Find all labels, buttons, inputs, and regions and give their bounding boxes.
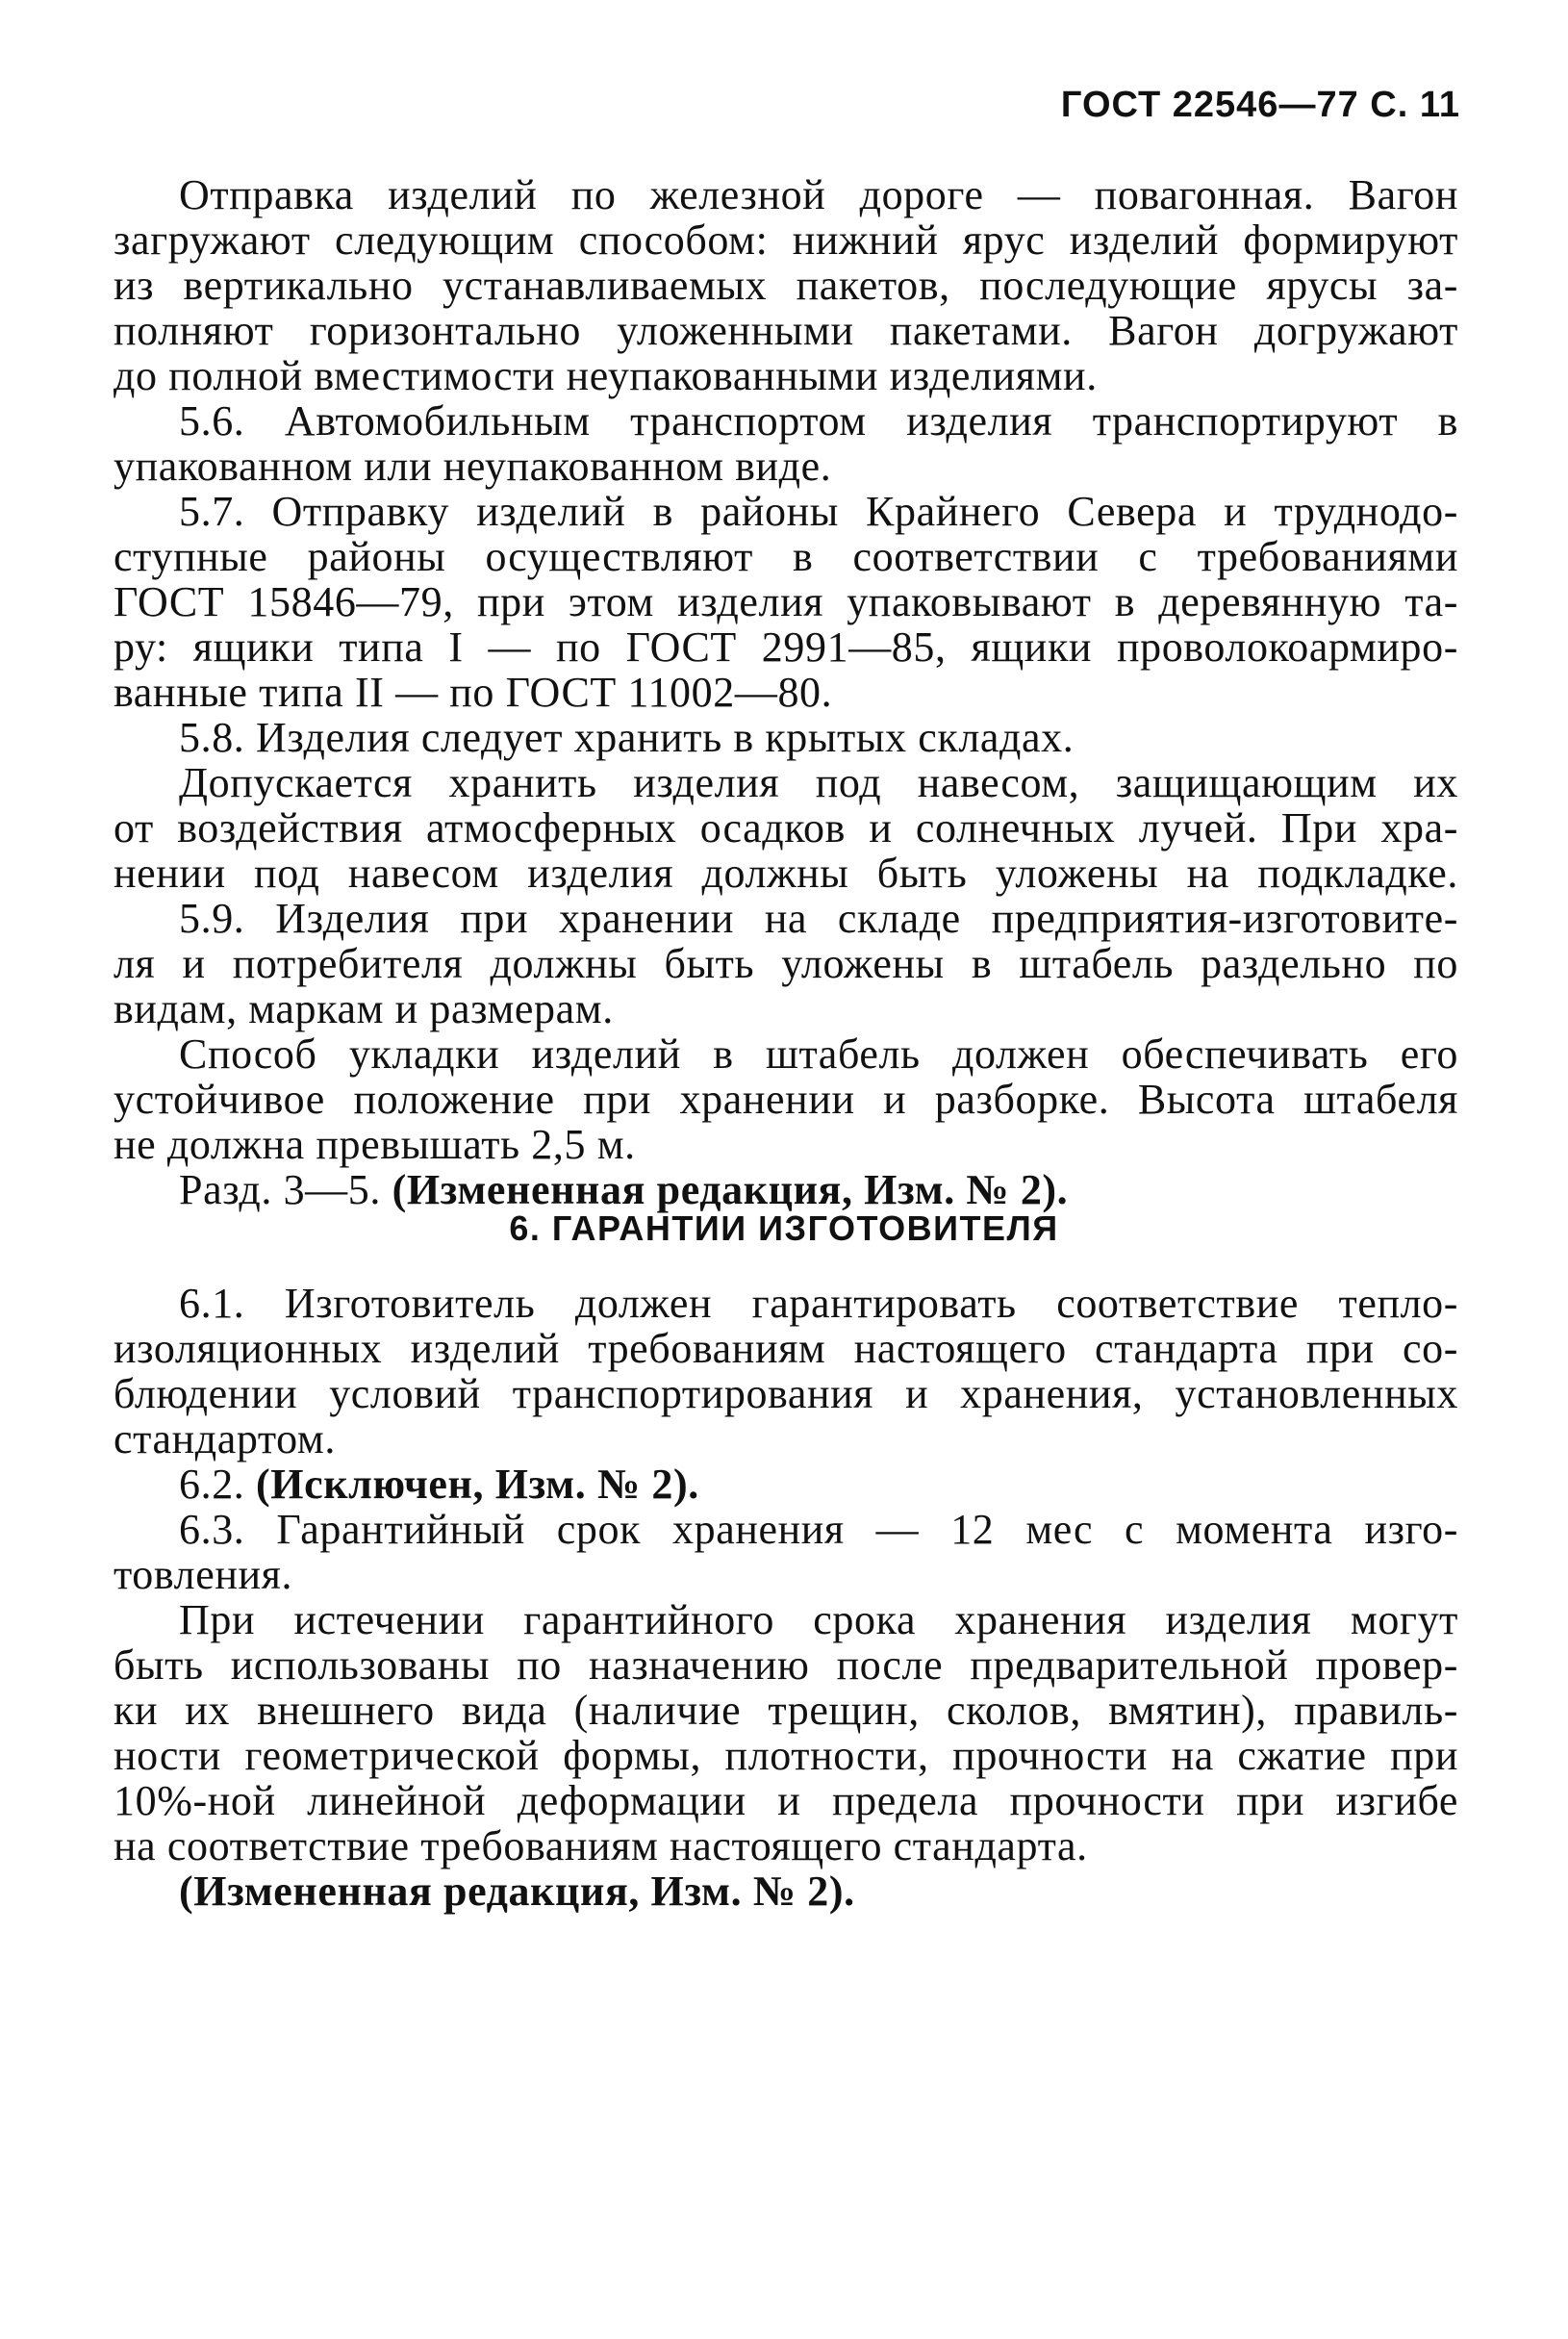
text-line: 5.8. Изделия следует хранить в крытых складах.	[179, 714, 1075, 761]
text-line: ГОСТ 15846—79, при этом изделия упаковывают в деревянную та-	[114, 578, 1458, 625]
amendment-bold: (Измененная редакция, Изм. № 2).	[392, 1166, 1069, 1213]
amendment-prefix: Разд. 3—5.	[179, 1166, 381, 1213]
text-line: стандартом.	[114, 1415, 336, 1462]
text-line: 5.9. Изделия при хранении на складе предприятия-изготовите-	[179, 895, 1458, 942]
text-line: ступные районы осуществляют в соответствии с требованиями	[114, 533, 1458, 580]
amendment-bold: (Измененная редакция, Изм. № 2).	[179, 1868, 855, 1915]
amendment-note	[179, 1166, 1458, 1214]
text-line: из вертикально устанавливаемых пакетов, последующие ярусы за-	[114, 262, 1458, 309]
text-line: ванные типа II — по ГОСТ 11002—80.	[114, 669, 833, 716]
text-line: Отправка изделий по железной дороге — повагонная. Вагон	[179, 171, 1458, 218]
text-line: загружают следующим способом: нижний ярус изделий формируют	[114, 216, 1458, 264]
text-line: ру: ящики типа I — по ГОСТ 2991—85, ящики проволокоармиро-	[114, 623, 1458, 671]
text-line: 5.7. Отправку изделий в районы Крайнего Севера и труднодо-	[179, 488, 1458, 535]
text-line: блюдении условий транспортирования и хранения, установленных	[114, 1370, 1458, 1417]
clause-bold: (Исключен, Изм. № 2).	[256, 1461, 699, 1508]
clause-6-2	[179, 1461, 1458, 1509]
text-line: ки их внешнего вида (наличие трещин, сколов, вмятин), правиль-	[114, 1687, 1458, 1734]
text-line: изоляционных изделий требованиям настоящего стандарта при со-	[114, 1325, 1458, 1372]
clause-number: 6.2.	[179, 1461, 245, 1508]
text-line: нении под навесом изделия должны быть уложены на подкладке.	[114, 850, 1458, 897]
text-line: Допускается хранить изделия под навесом, защищающим их	[179, 759, 1458, 806]
text-line: При истечении гарантийного срока хранения изделия могут	[179, 1596, 1458, 1643]
text-line: на соответствие требованиям настоящего стандарта.	[114, 1822, 1088, 1869]
text-line: полняют горизонтально уложенными пакетами. Вагон догружают	[114, 307, 1458, 354]
text-line: 5.6. Автомобильным транспортом изделия транспортируют в	[179, 397, 1458, 445]
text-line: 6.1. Изготовитель должен гарантировать соответствие тепло-	[179, 1280, 1458, 1327]
text-line: от воздействия атмосферных осадков и солнечных лучей. При хра-	[114, 804, 1458, 852]
text-line: Способ укладки изделий в штабель должен обеспечивать его	[179, 1030, 1458, 1078]
text-line: упакованном или неупакованном виде.	[114, 443, 832, 490]
text-line: товления.	[114, 1551, 293, 1598]
text-line: 6.3. Гарантийный срок хранения — 12 мес с момента изго-	[179, 1506, 1458, 1553]
running-head: ГОСТ 22546—77 С. 11	[1060, 85, 1460, 125]
text-line: устойчивое положение при хранении и разборке. Высота штабеля	[114, 1076, 1458, 1123]
text-line: быть использованы по назначению после предварительной провер-	[114, 1641, 1458, 1689]
text-line: видам, маркам и размерам.	[114, 985, 614, 1032]
section-heading: 6. ГАРАНТИИ ИЗГОТОВИТЕЛЯ	[509, 1208, 1059, 1248]
text-line: не должна превышать 2,5 м.	[114, 1121, 636, 1168]
text-line: ля и потребителя должны быть уложены в штабель раздельно по	[114, 940, 1458, 987]
amendment-note	[179, 1868, 1458, 1916]
text-line: 10%-ной линейной деформации и предела прочности при изгибе	[114, 1777, 1458, 1824]
text-line: до полной вместимости неупакованными изделиями.	[114, 352, 1098, 399]
text-line: ности геометрической формы, плотности, прочности на сжатие при	[114, 1732, 1458, 1779]
